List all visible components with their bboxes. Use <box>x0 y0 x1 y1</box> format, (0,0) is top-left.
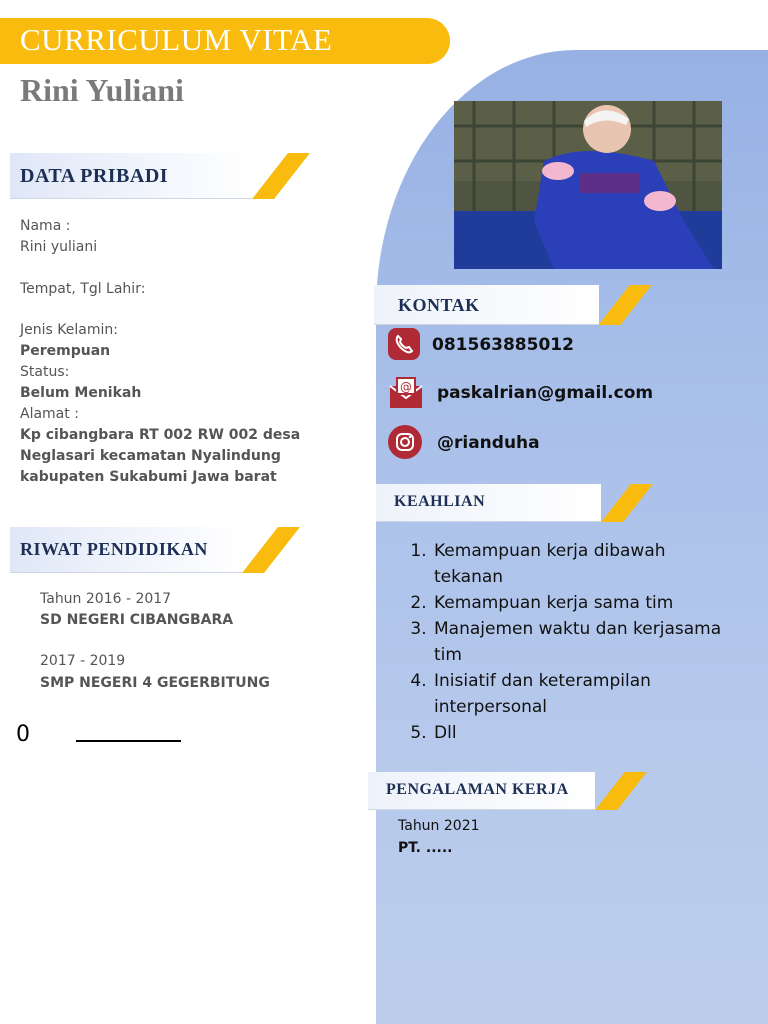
education-year: Tahun 2016 - 2017 <box>40 591 172 607</box>
section-header-pendidikan <box>10 527 300 573</box>
zero-mark: 0 <box>16 722 30 747</box>
skill-item: 4. Inisiatif dan keterampilan interpersonal <box>432 668 722 720</box>
value-alamat-line: Kp cibangbara RT 002 RW 002 desa <box>20 427 301 443</box>
experience-company: PT. ..... <box>398 840 453 856</box>
phone-icon <box>388 328 420 360</box>
section-title: RIWAT PENDIDIKAN <box>20 539 208 559</box>
label-alamat: Alamat : <box>20 406 79 422</box>
email-address: paskalrian@gmail.com <box>437 383 654 403</box>
skill-item: 2. Kemampuan kerja sama tim <box>432 590 722 616</box>
title-banner <box>0 18 450 64</box>
email-icon <box>388 376 424 410</box>
section-title: PENGALAMAN KERJA <box>386 781 569 798</box>
document-title: CURRICULUM VITAE <box>20 22 333 57</box>
education-school: SD NEGERI CIBANGBARA <box>40 612 234 628</box>
section-header-pengalaman <box>368 772 650 810</box>
label-jenis-kelamin: Jenis Kelamin: <box>20 322 118 338</box>
instagram-icon <box>388 425 422 459</box>
svg-text:@: @ <box>400 380 412 394</box>
section-header-kontak <box>374 285 654 325</box>
skill-item: 1. Kemampuan kerja dibawah tekanan <box>432 538 722 590</box>
skills-list <box>400 538 722 746</box>
section-title: KONTAK <box>398 295 480 315</box>
skill-item: 3. Manajemen waktu dan kerjasama tim <box>432 616 722 668</box>
underline-mark <box>76 740 181 742</box>
skill-item: 5. Dll <box>432 720 722 746</box>
profile-photo-art <box>454 101 722 269</box>
value-alamat-line: kabupaten Sukabumi Jawa barat <box>20 469 277 485</box>
section-title: DATA PRIBADI <box>20 165 169 187</box>
label-nama: Nama : <box>20 218 71 234</box>
section-header-keahlian <box>376 484 656 522</box>
phone-number: 081563885012 <box>432 335 574 355</box>
value-status: Belum Menikah <box>20 385 142 401</box>
label-status: Status: <box>20 364 70 380</box>
section-header-data-pribadi <box>10 153 310 199</box>
experience-year: Tahun 2021 <box>398 818 480 834</box>
label-ttl: Tempat, Tgl Lahir: <box>20 281 146 297</box>
value-nama: Rini yuliani <box>20 239 98 255</box>
value-jenis-kelamin: Perempuan <box>20 343 111 359</box>
profile-photo <box>454 101 722 269</box>
person-name: Rini Yuliani <box>20 72 184 108</box>
section-title: KEAHLIAN <box>394 493 486 510</box>
value-alamat-line: Neglasari kecamatan Nyalindung <box>20 448 281 464</box>
education-year: 2017 - 2019 <box>40 653 126 669</box>
education-school: SMP NEGERI 4 GEGERBITUNG <box>40 675 270 691</box>
instagram-handle: @rianduha <box>437 433 540 453</box>
